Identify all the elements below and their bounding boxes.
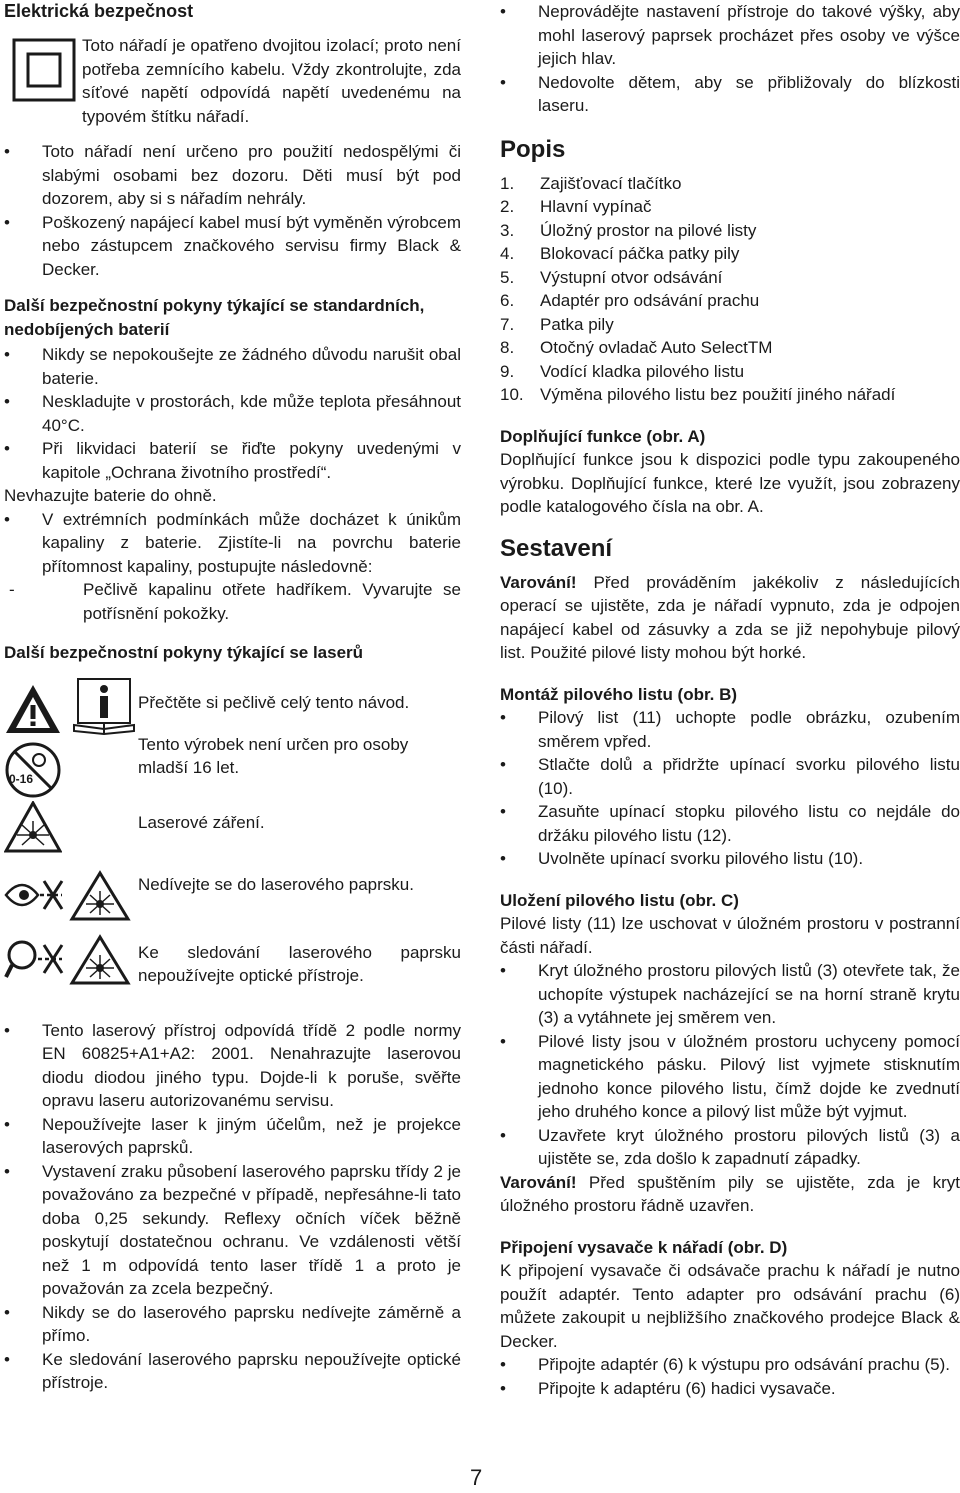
blade-storage-list bbox=[500, 959, 960, 1171]
list-item: • Neskladujte v prostorách, kde může teplota přesáhnout 40°C. bbox=[4, 390, 461, 437]
age-restriction-icon bbox=[4, 741, 62, 799]
list-item: • Uvolněte upínací svorku pilového listu (10). bbox=[500, 847, 960, 871]
vacuum-connection-heading: Připojení vysavače k nářadí (obr. D) bbox=[500, 1237, 788, 1257]
laser-extra-list bbox=[500, 0, 960, 118]
blade-mounting-list bbox=[500, 706, 960, 871]
page-number: 7 bbox=[470, 1465, 483, 1490]
double-insulation-icon bbox=[4, 34, 82, 128]
parts-list bbox=[500, 172, 960, 407]
list-item: 1. Zajišťovací tlačítko bbox=[500, 173, 682, 193]
double-insulation-block bbox=[4, 34, 461, 128]
double-insulation-text: Toto nářadí je opatřeno dvojitou izolací; proto není potřeba zemnícího kabelu. Vždy zkontrolujte, zda síťové napětí odpovídá napětí uvedenému na typovém štítku nářadí. bbox=[82, 36, 461, 126]
left-column bbox=[4, 0, 461, 1395]
blade-mounting-heading: Montáž pilového listu (obr. B) bbox=[500, 684, 738, 704]
vacuum-connection-list bbox=[500, 1353, 960, 1400]
list-item: • Nedovolte dětem, aby se přibližovaly do blízkosti laseru. bbox=[500, 71, 960, 118]
read-manual-icon bbox=[72, 677, 136, 735]
list-item: • Neprovádějte nastavení přístroje do takové výšky, aby mohl laserový paprsek procházet přes osoby ve výšce jejich hlav. bbox=[500, 0, 960, 71]
list-item: 5. Výstupní otvor odsávání bbox=[500, 267, 723, 287]
no-optical-instruments-icon bbox=[4, 931, 136, 987]
section-heading-electrical-safety: Elektrická bezpečnost bbox=[4, 1, 194, 21]
list-item: • Připojte adaptér (6) k výstupu pro odsávání prachu (5). bbox=[500, 1353, 960, 1377]
list-item: • Pilové listy jsou v úložném prostoru uchyceny pomocí magnetického pásku. Pilový list vyjmete stisknutím jednoho konce pilového listu, čímž dojde ke zvednutí jeho druhého konce a pilový list může být vyjmut. bbox=[500, 1030, 960, 1124]
vacuum-connection-text: K připojení vysavače či odsávače prachu k nářadí je nutno použít adaptér. Tento adapter pro odsávání prachu (6) můžete zakoupit u nejbližšího značkového prodejce Black & Decker. bbox=[500, 1261, 960, 1351]
no-eye-exposure-icon bbox=[4, 867, 136, 923]
list-item: 10. Výměna pilového listu bez použití jiného nářadí bbox=[500, 385, 896, 404]
symbol-read-manual-text: Přečtěte si pečlivě celý tento návod. bbox=[138, 692, 410, 712]
list-item: • Uzavřete kryt úložného prostoru pilových listů (3) a ujistěte se, zda došlo k zapadnutí západky. bbox=[500, 1124, 960, 1171]
laser-safety-list bbox=[4, 1019, 461, 1395]
battery-leak-list bbox=[4, 508, 461, 579]
list-item: • Ke sledování laserového paprsku nepoužívejte optické přístroje. bbox=[4, 1348, 461, 1395]
general-safety-list bbox=[4, 140, 461, 281]
laser-safety-heading: Další bezpečnostní pokyny týkající se laserů bbox=[4, 643, 364, 662]
list-item: • Tento laserový přístroj odpovídá třídě 2 podle normy EN 60825+A1+A2: 2001. Nenahrazujte laserovou diodu diodou jiného typu. Dojde-li k poruše, svěřte opravu laseru autorizovanému servisu. bbox=[4, 1019, 461, 1113]
list-item: 4. Blokovací páčka patky pily bbox=[500, 244, 740, 263]
assembly-warning: Varování! Před prováděním jakékoliv z následujících operací se ujistěte, zda je nářadí vypnuto, zda je odpojen napájecí kabel od zásuvky a zda se již nepohybuje pilový list. Použité pilové listy mohou být horké. bbox=[500, 572, 960, 662]
warning-triangle-icon bbox=[4, 683, 62, 735]
list-item: • Při likvidaci baterií se řiďte pokyny uvedenými v kapitole „Ochrana životního prostředí“. bbox=[4, 437, 461, 484]
blade-storage-heading: Uložení pilového listu (obr. C) bbox=[500, 890, 739, 910]
age-label: 0-16 bbox=[9, 771, 34, 786]
blade-storage-text: Pilové listy (11) lze uschovat v úložném prostoru v postranní části nářadí. bbox=[500, 914, 960, 957]
assembly-heading: Sestavení bbox=[500, 534, 613, 562]
additional-features-heading: Doplňující funkce (obr. A) bbox=[500, 426, 706, 446]
list-item: • Toto nářadí není určeno pro použití nedospělými či slabými osobami bez dozoru. Děti musí být pod dozorem, aby si s nářadím nehrály. bbox=[4, 140, 461, 211]
list-item: - Pečlivě kapalinu otřete hadříkem. Vyvarujte se potřísnění pokožky. bbox=[4, 578, 461, 625]
warning-label: Varování! bbox=[500, 1172, 577, 1192]
symbol-age-text: Tento výrobek není určen pro osoby mladší 16 let. bbox=[138, 734, 409, 777]
list-item: • Nepoužívejte laser k jiným účelům, než je projekce laserových paprsků. bbox=[4, 1113, 461, 1160]
additional-features-text: Doplňující funkce jsou k dispozici podle typu zakoupeného výrobku. Doplňující funkce, které lze využít, jsou zobrazeny podle katalogového čísla na obr. A. bbox=[500, 450, 960, 516]
laser-radiation-icon bbox=[4, 801, 62, 853]
right-column bbox=[500, 0, 960, 1400]
warning-label: Varování! bbox=[500, 572, 577, 592]
battery-dash-list bbox=[4, 578, 461, 625]
list-item: • Poškozený napájecí kabel musí být vyměněn výrobcem nebo zástupcem značkového servisu firmy Black & Decker. bbox=[4, 211, 461, 282]
list-item: 3. Úložný prostor na pilové listy bbox=[500, 220, 757, 240]
list-item: 9. Vodící kladka pilového listu bbox=[500, 361, 745, 381]
list-item: • Nikdy se do laserového paprsku nedívejte záměrně a přímo. bbox=[4, 1301, 461, 1348]
list-item: • Kryt úložného prostoru pilových listů (3) otevřete tak, že uchopíte výstupek nacházející se na horní straně krytu (3) a vytáhnete jej směrem ven. bbox=[500, 959, 960, 1030]
battery-safety-heading: Další bezpečnostní pokyny týkající se standardních, nedobíjených baterií bbox=[4, 296, 425, 339]
popis-heading: Popis bbox=[500, 135, 566, 163]
list-item: 6. Adaptér pro odsávání prachu bbox=[500, 291, 760, 310]
symbol-no-optics-text: Ke sledování laserového paprsku nepoužívejte optické přístroje. bbox=[138, 942, 461, 985]
battery-fire-text: Nevhazujte baterie do ohně. bbox=[4, 486, 217, 505]
list-item: 7. Patka pily bbox=[500, 314, 614, 334]
list-item: • Vystavení zraku působení laserového paprsku třídy 2 je považováno za bezpečné v případě, nepřesáhne-li tato doba 0,25 sekundy. Reflexy očních víček běžně poskytují dostatečnou ochranu. Ve vzdálenosti větší než 1 m odpovídá tento laser třídě 1 a proto je považován za zcela bezpečný. bbox=[4, 1160, 461, 1301]
blade-storage-warning: Varování! Před spuštěním pily se ujistěte, zda je kryt úložného prostoru řádně uzavřen. bbox=[500, 1172, 960, 1215]
list-item: 8. Otočný ovladač Auto SelectTM bbox=[500, 338, 773, 357]
list-item: • Stlačte dolů a přidržte upínací svorku pilového listu (10). bbox=[500, 753, 960, 800]
laser-symbols-block bbox=[4, 677, 461, 1005]
list-item: • Pilový list (11) uchopte podle obrázku, ozubením směrem vpřed. bbox=[500, 706, 960, 753]
list-item: • V extrémních podmínkách může docházet k únikům kapaliny z baterie. Zjistíte-li na povrchu baterie přítomnost kapaliny, postupujte následovně: bbox=[4, 508, 461, 579]
battery-safety-list bbox=[4, 343, 461, 484]
symbol-laser-text: Laserové záření. bbox=[138, 812, 265, 832]
list-item: • Zasuňte upínací stopku pilového listu co nejdále do držáku pilového listu (12). bbox=[500, 800, 960, 847]
list-item: 2. Hlavní vypínač bbox=[500, 197, 652, 216]
list-item: • Nikdy se nepokoušejte ze žádného důvodu narušit obal baterie. bbox=[4, 343, 461, 390]
list-item: • Připojte k adaptéru (6) hadici vysavače. bbox=[500, 1377, 960, 1401]
symbol-no-look-text: Nedívejte se do laserového paprsku. bbox=[138, 874, 414, 894]
